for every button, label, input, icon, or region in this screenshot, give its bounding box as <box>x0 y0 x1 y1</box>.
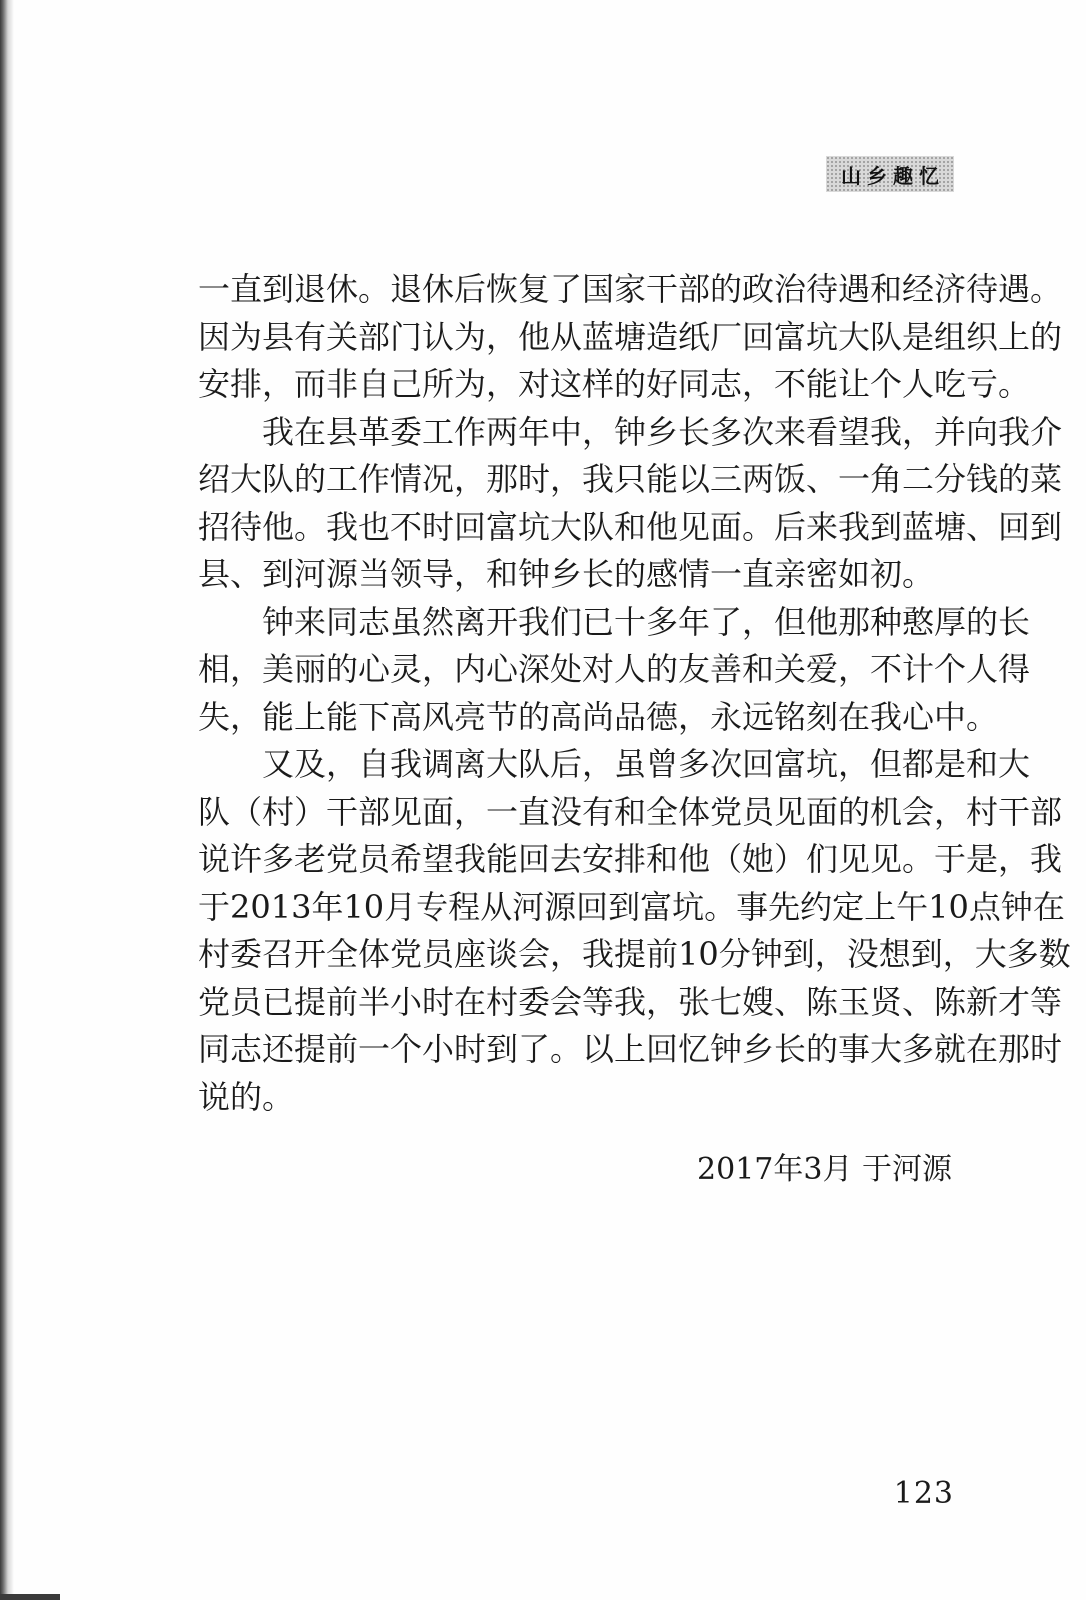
text-line: 说许多老党员希望我能回去安排和他（她）们见见。于是，我 <box>198 840 1063 878</box>
text-line: 同志还提前一个小时到了。以上回忆钟乡长的事大多就在那时 <box>198 1030 1063 1068</box>
text-line: 安排，而非自己所为，对这样的好同志，不能让个人吃亏。 <box>198 365 1031 403</box>
text-line: 于2013年10月专程从河源回到富坑。事先约定上午10点钟在 <box>198 887 1065 926</box>
text-line: 又及，自我调离大队后，虽曾多次回富坑，但都是和大 <box>262 745 1031 783</box>
text-line: 村委召开全体党员座谈会，我提前10分钟到，没想到，大多数 <box>198 935 1071 973</box>
text-line: 我在县革委工作两年中，钟乡长多次来看望我，并向我介 <box>262 412 1063 451</box>
text-line: 说的。 <box>198 1077 295 1116</box>
text-line: 绍大队的工作情况，那时，我只能以三两饭、一角二分钱的菜 <box>198 460 1063 498</box>
signature-date-place: 2017年3月 于河源 <box>697 1152 952 1187</box>
running-head <box>826 156 954 192</box>
text-line: 相，美丽的心灵，内心深处对人的友善和关爱，不计个人得 <box>198 650 1031 688</box>
page-number: 123 <box>893 1476 954 1511</box>
body-text <box>198 266 1071 1121</box>
text-line: 队（村）干部见面，一直没有和全体党员见面的机会，村干部 <box>198 792 1063 831</box>
text-line: 因为县有关部门认为，他从蓝塘造纸厂回富坑大队是组织上的 <box>198 317 1063 356</box>
text-line: 招待他。我也不时回富坑大队和他见面。后来我到蓝塘、回到 <box>198 507 1063 546</box>
text-line: 钟来同志虽然离开我们已十多年了，但他那种憨厚的长 <box>262 602 1031 641</box>
text-line: 县、到河源当领导，和钟乡长的感情一直亲密如初。 <box>198 555 935 593</box>
text-line: 失，能上能下高风亮节的高尚品德，永远铭刻在我心中。 <box>198 697 999 736</box>
page-corner-shadow <box>0 1594 60 1600</box>
running-head-title: 山乡趣忆 <box>841 163 945 188</box>
page-binding-shadow <box>0 0 14 1600</box>
text-line: 一直到退休。退休后恢复了国家干部的政治待遇和经济待遇。 <box>198 270 1063 308</box>
text-line: 党员已提前半小时在村委会等我，张七嫂、陈玉贤、陈新才等 <box>198 982 1063 1021</box>
